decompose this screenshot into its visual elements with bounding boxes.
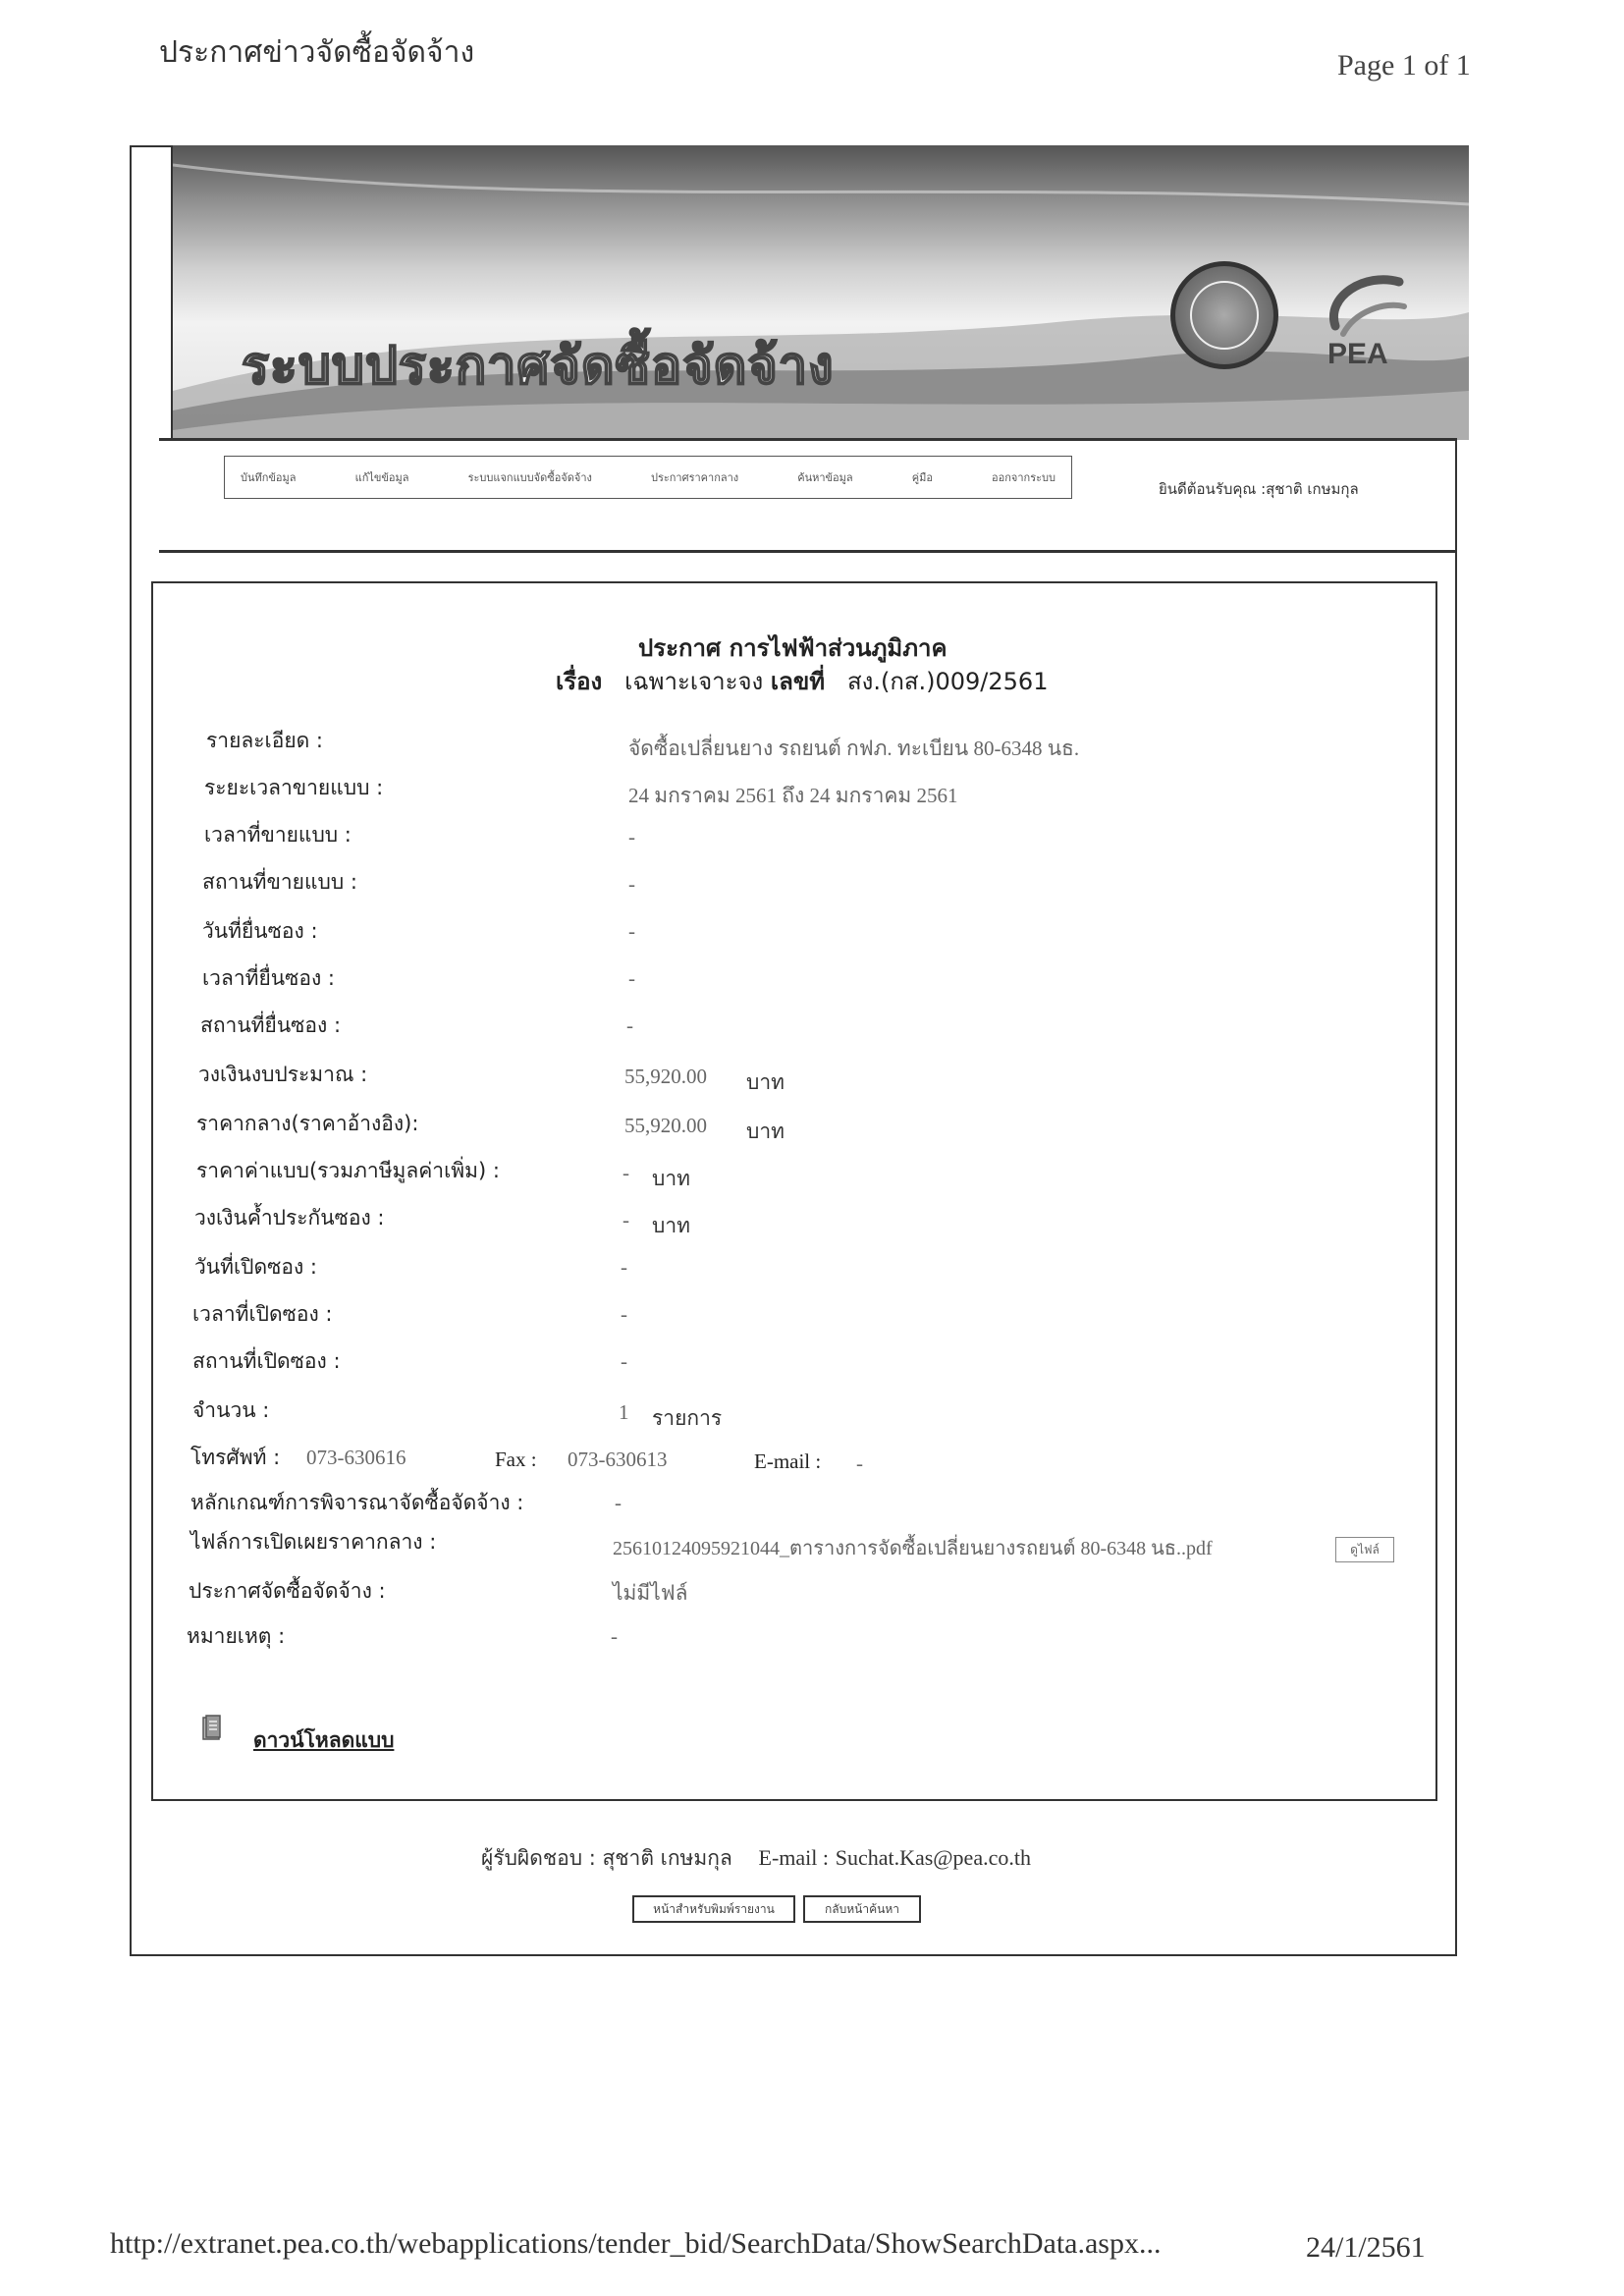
- price-file-link[interactable]: 25610124095921044_ตารางการจัดซื้อเปลี่ยนยางรถยนต์ 80-6348 นธ..pdf: [613, 1538, 1213, 1559]
- responsible-line: [481, 1842, 1031, 1875]
- nav-logout[interactable]: ออกจากระบบ: [992, 471, 1056, 484]
- submit-place-value: -: [626, 1013, 633, 1037]
- fax-value: 073-630613: [568, 1448, 668, 1471]
- guarantee-label: วงเงินค้ำประกันซอง :: [194, 1206, 385, 1230]
- print-report-button[interactable]: หน้าสำหรับพิมพ์รายงาน: [632, 1895, 795, 1923]
- banner-title: ระบบประกาศจัดซื้อจัดจ้าง: [242, 337, 835, 396]
- email-value: -: [856, 1451, 863, 1475]
- header-divider-top: [159, 438, 1457, 441]
- sale-time-label: เวลาที่ขายแบบ :: [204, 823, 352, 847]
- reference-price-unit: บาท: [746, 1120, 785, 1143]
- nav-search[interactable]: ค้นหาข้อมูล: [797, 471, 853, 484]
- responsible-email: Suchat.Kas@pea.co.th: [835, 1845, 1031, 1870]
- sale-place-value: -: [628, 872, 635, 896]
- remark-label: หมายเหตุ :: [187, 1624, 286, 1648]
- print-page-number: Page 1 of 1: [1337, 49, 1471, 82]
- submit-date-value: -: [628, 919, 635, 943]
- guarantee-value: -: [623, 1208, 629, 1231]
- submit-date-label: วันที่ยื่นซอง :: [202, 919, 318, 943]
- doc-price-label: ราคาค่าแบบ(รวมภาษีมูลค่าเพิ่ม) :: [196, 1159, 500, 1182]
- nav-manual[interactable]: คู่มือ: [911, 471, 933, 484]
- criteria-label: หลักเกณฑ์การพิจารณาจัดซื้อจัดจ้าง :: [190, 1491, 524, 1514]
- procurement-value: ไม่มีไฟล์: [613, 1581, 688, 1605]
- open-time-value: -: [621, 1302, 627, 1326]
- remark-value: -: [611, 1624, 618, 1648]
- view-file-button[interactable]: ดูไฟล์: [1335, 1537, 1394, 1562]
- price-file-label: ไฟล์การเปิดเผยราคากลาง :: [190, 1530, 437, 1554]
- guarantee-unit: บาท: [652, 1214, 690, 1237]
- pea-logo-icon: [1306, 257, 1424, 375]
- sale-place-label: สถานที่ขายแบบ :: [202, 870, 357, 894]
- quantity-unit: รายการ: [652, 1406, 723, 1430]
- responsible-email-label: E-mail :: [758, 1845, 830, 1870]
- download-link[interactable]: ดาวน์โหลดแบบ: [253, 1728, 395, 1752]
- header-divider-bottom: [159, 550, 1457, 553]
- procurement-label: ประกาศจัดซื้อจัดจ้าง :: [189, 1579, 386, 1603]
- open-date-value: -: [621, 1255, 627, 1279]
- budget-unit: บาท: [746, 1070, 785, 1094]
- sale-time-value: -: [628, 825, 635, 848]
- nav-distribution[interactable]: ระบบแจกแบบจัดซื้อจัดจ้าง: [467, 471, 592, 484]
- print-footer-date: 24/1/2561: [1306, 2231, 1426, 2264]
- phone-value: 073-630616: [306, 1446, 406, 1469]
- budget-value: 55,920.00: [624, 1065, 707, 1088]
- print-header-title: ประกาศข่าวจัดซื้อจัดจ้าง: [159, 35, 475, 70]
- announcement-number: สง.(กส.)009/2561: [846, 668, 1049, 695]
- emblem-inner-ring: [1190, 281, 1259, 350]
- doc-price-value: -: [623, 1161, 629, 1184]
- subject-label: เรื่อง: [556, 668, 603, 695]
- responsible-label: ผู้รับผิดชอบ : สุชาติ เกษมกุล: [481, 1846, 732, 1870]
- sale-period-label: ระยะเวลาขายแบบ :: [204, 776, 384, 799]
- budget-label: วงเงินงบประมาณ :: [198, 1063, 368, 1086]
- back-to-search-button[interactable]: กลับหน้าค้นหา: [803, 1895, 921, 1923]
- open-time-label: เวลาที่เปิดซอง :: [192, 1302, 333, 1326]
- description-value: จัดซื้อเปลี่ยนยาง รถยนต์ กฟภ. ทะเบียน 80-6348 นธ.: [628, 737, 1080, 760]
- download-file-icon[interactable]: [200, 1715, 224, 1742]
- quantity-value: 1: [619, 1400, 629, 1424]
- fax-label: Fax :: [495, 1448, 537, 1471]
- announcement-subject: [556, 662, 1048, 700]
- reference-price-value: 55,920.00: [624, 1114, 707, 1137]
- print-footer-url: http://extranet.pea.co.th/webapplications/tender_bid/SearchData/ShowSearchData.aspx...: [110, 2227, 1162, 2260]
- phone-label: โทรศัพท์ :: [190, 1446, 281, 1469]
- number-label: เลขที่: [770, 668, 826, 695]
- sale-period-value: 24 มกราคม 2561 ถึง 24 มกราคม 2561: [628, 784, 958, 807]
- submit-place-label: สถานที่ยื่นซอง :: [200, 1013, 342, 1037]
- subject-method: เฉพาะเจาะจง: [624, 668, 764, 695]
- nav-median-price[interactable]: ประกาศราคากลาง: [650, 471, 739, 484]
- open-date-label: วันที่เปิดซอง :: [194, 1255, 318, 1279]
- email-label: E-mail :: [754, 1449, 822, 1473]
- nav-record[interactable]: บันทึกข้อมูล: [241, 471, 297, 484]
- criteria-value: -: [615, 1491, 622, 1514]
- announcement-title: ประกาศ การไฟฟ้าส่วนภูมิภาค: [638, 634, 947, 662]
- reference-price-label: ราคากลาง(ราคาอ้างอิง):: [196, 1112, 419, 1135]
- quantity-label: จำนวน :: [192, 1398, 270, 1422]
- submit-time-value: -: [628, 966, 635, 990]
- nav-edit[interactable]: แก้ไขข้อมูล: [354, 471, 409, 484]
- welcome-user: ยินดีต้อนรับคุณ :สุชาติ เกษมกุล: [1159, 480, 1359, 498]
- main-nav: [224, 456, 1072, 499]
- submit-time-label: เวลาที่ยื่นซอง :: [202, 966, 336, 990]
- open-place-value: -: [621, 1349, 627, 1373]
- pea-logo-text: PEA: [1327, 338, 1388, 370]
- doc-price-unit: บาท: [652, 1167, 690, 1190]
- description-label: รายละเอียด :: [206, 729, 324, 752]
- open-place-label: สถานที่เปิดซอง :: [192, 1349, 341, 1373]
